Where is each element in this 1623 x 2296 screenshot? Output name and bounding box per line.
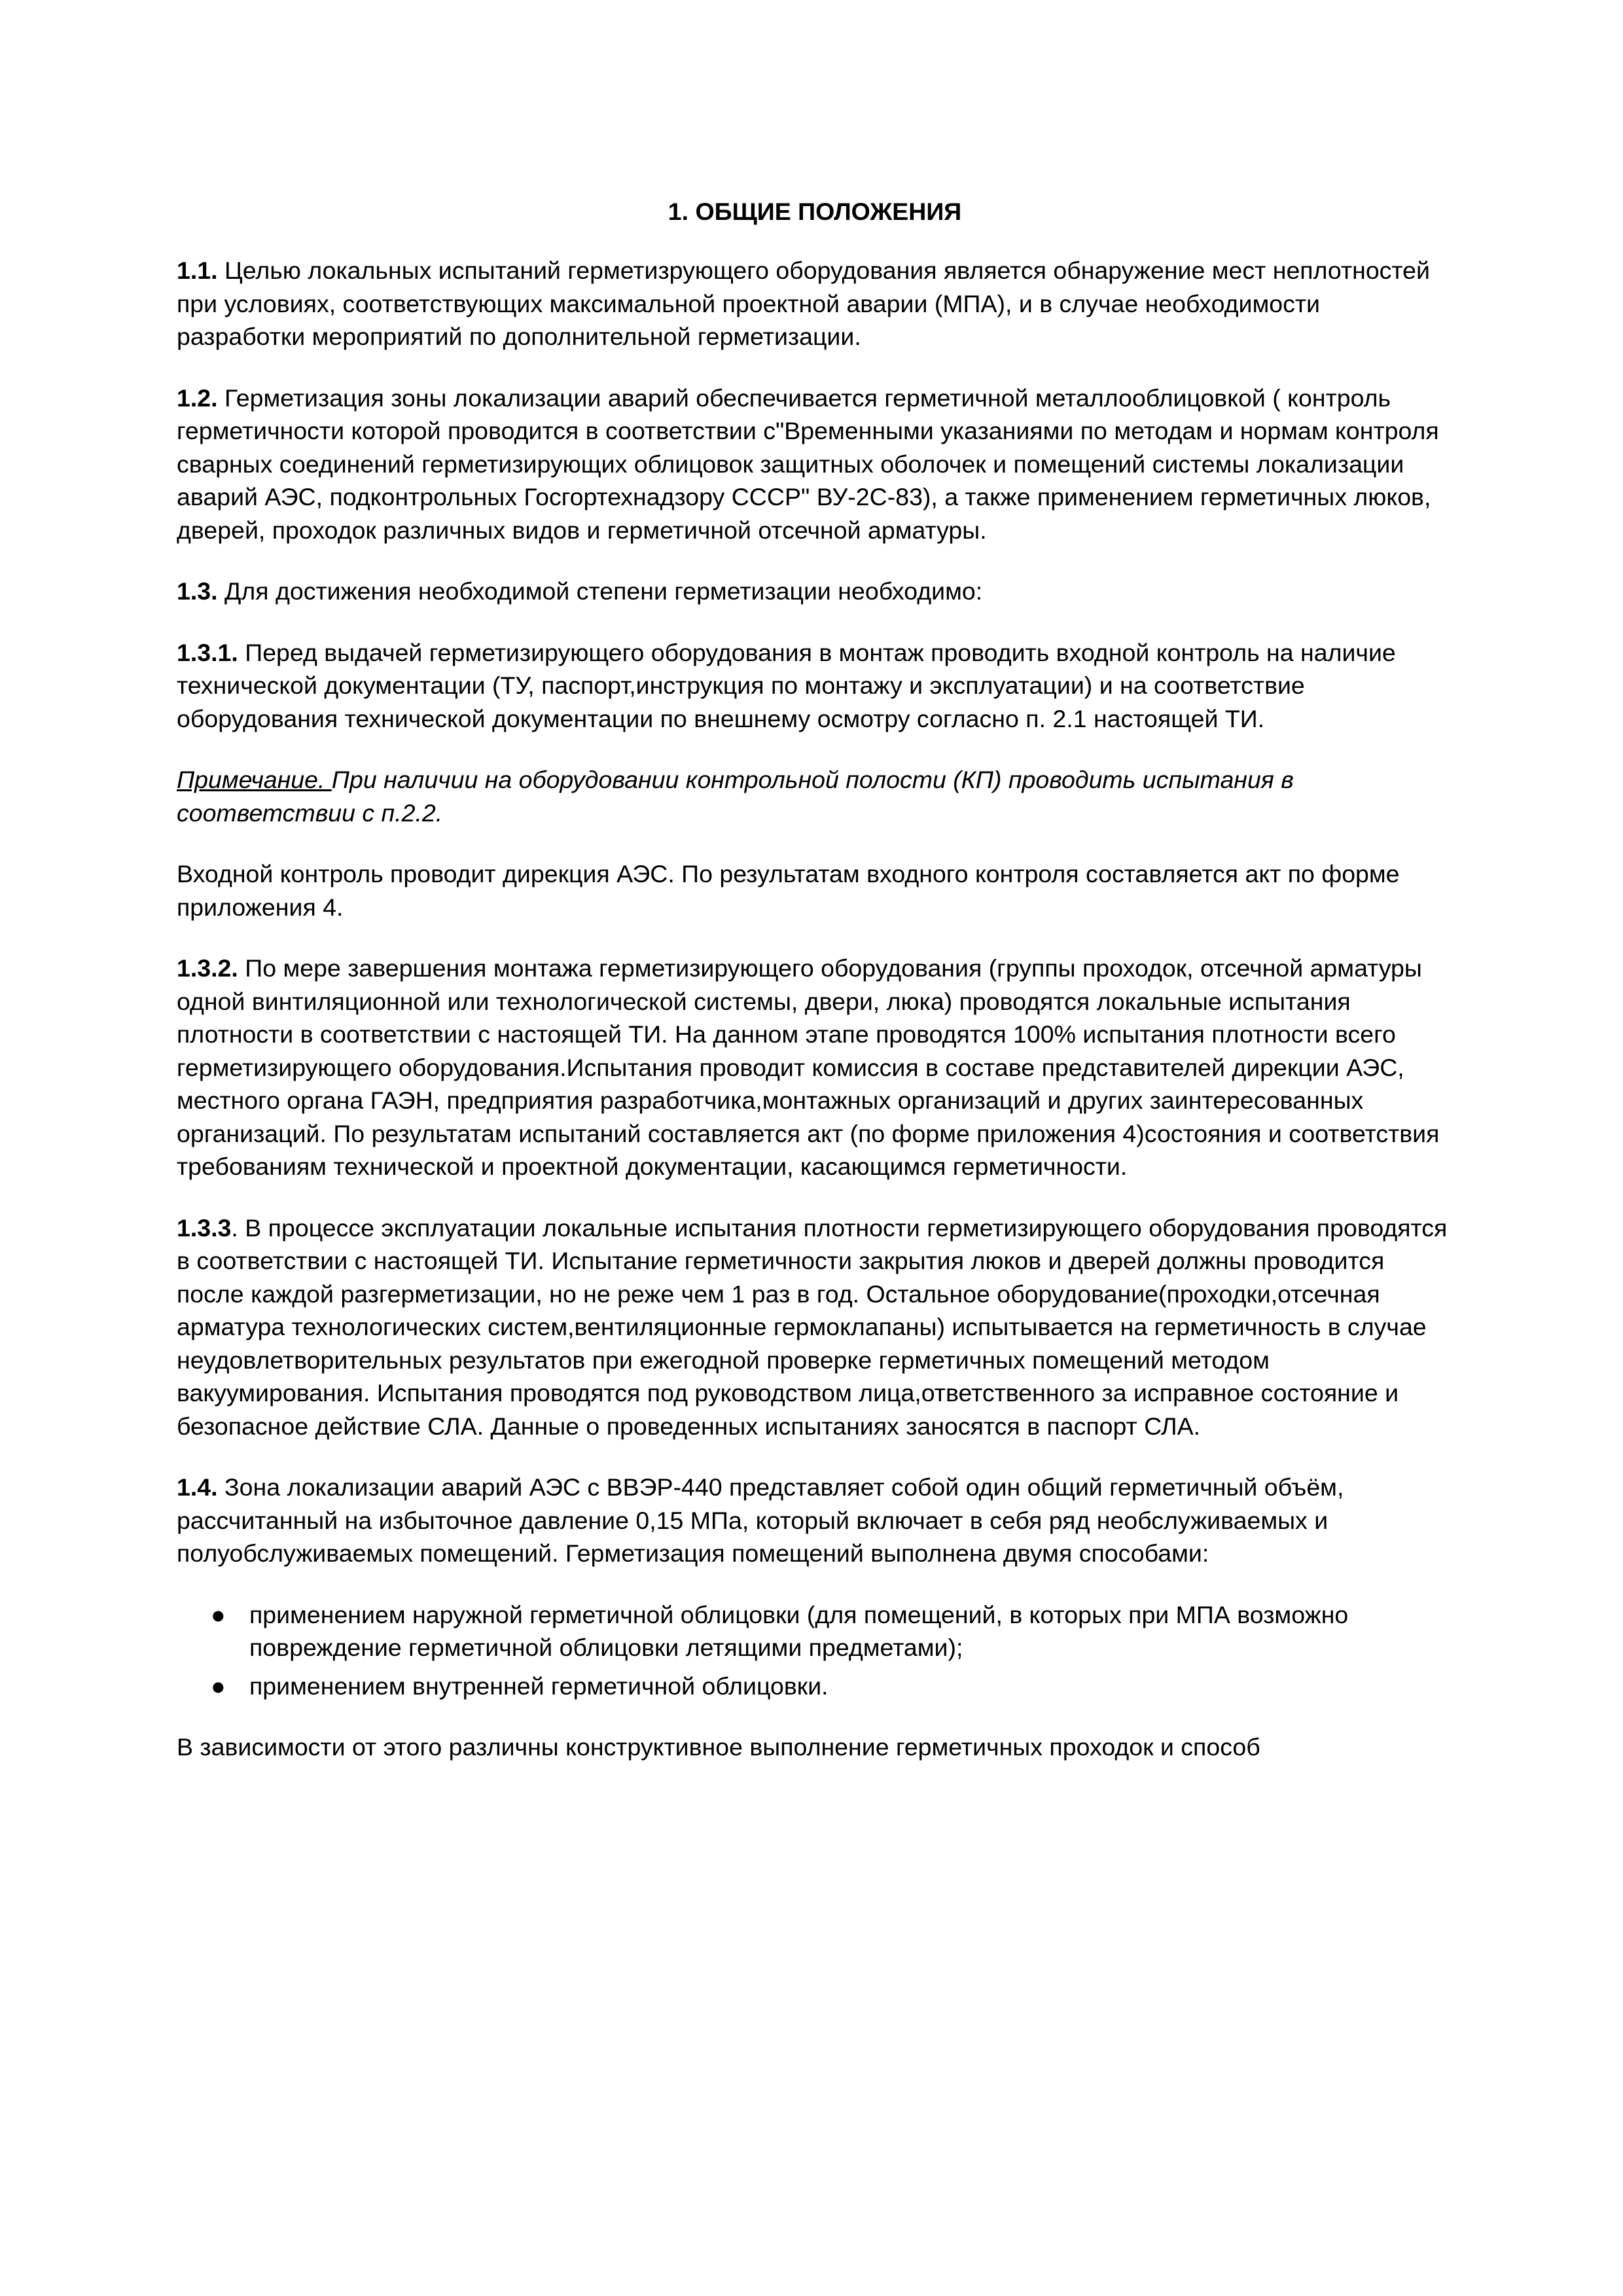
clause-text: Зона локализации аварий АЭС с ВВЭР-440 представляет собой один общий герметичный объём, рассчитанный на избыточное давление 0,15 МПа, который включает в себя ряд необслуживаемых и полуобслуживаемых помещений. Герметизация помещений выполнена двумя способами:	[177, 1473, 1344, 1567]
note-label: Примечание.	[177, 766, 332, 793]
paragraph-1-4	[177, 1471, 1453, 1570]
clause-text: Для достижения необходимой степени герметизации необходимо:	[217, 577, 983, 605]
paragraph-1-3	[177, 575, 1453, 608]
note-paragraph	[177, 763, 1453, 829]
input-control-paragraph: Входной контроль проводит дирекция АЭС. По результатам входного контроля составляется акт по форме приложения 4.	[177, 860, 1400, 921]
clause-text: По мере завершения монтажа герметизирующего оборудования (группы проходок, отсечной арматуры одной винтиляционной или технологической системы, двери, люка) проводятся локальные испытания плотности в соответствии с настоящей ТИ. На данном этапе проводятся 100% испытания плотности всего герметизирующего оборудования.Испытания проводит комиссия в составе представителей дирекции АЭС, местного органа ГАЭН, предприятия разработчика,монтажных организаций и других заинтересованных организаций. По результатам испытаний составляется акт (по форме приложения 4)состояния и соответствия требованиям технической и проектной документации, касающимся герметичности.	[177, 954, 1440, 1180]
clause-number: 1.3.1.	[177, 638, 238, 666]
bullet-icon: ●	[211, 1600, 226, 1628]
paragraph-1-3-3	[177, 1211, 1453, 1443]
paragraph-1-2	[177, 382, 1453, 547]
paragraph-1-1	[177, 254, 1453, 353]
clause-number: 1.3.2.	[177, 954, 238, 982]
paragraph-1-3-2	[177, 952, 1453, 1183]
clause-number: 1.3.3	[177, 1213, 232, 1242]
clause-number: 1.2.	[177, 384, 218, 412]
clause-number: 1.1.	[177, 257, 218, 284]
list-item-text: применением внутренней герметичной облицовки.	[249, 1672, 829, 1700]
bullet-list	[177, 1598, 1453, 1703]
list-item	[177, 1670, 1453, 1703]
last-paragraph: В зависимости от этого различны конструктивное выполнение герметичных проходок и способ	[177, 1733, 1260, 1761]
document-body	[177, 195, 1453, 1792]
section-title: 1. ОБЩИЕ ПОЛОЖЕНИЯ	[668, 198, 962, 225]
clause-text: Перед выдачей герметизирующего оборудования в монтаж проводить входной контроль на наличие технической документации (ТУ, паспорт,инструкция по монтажу и эксплуатации) и на соответствие оборудования технической документации по внешнему осмотру согласно п. 2.1 настоящей ТИ.	[177, 638, 1396, 732]
clause-text: . В процессе эксплуатации локальные испытания плотности герметизирующего оборудования проводятся в соответствии с настоящей ТИ. Испытание герметичности закрытия люков и дверей должны проводится после каждой разгерметизации, но не реже чем 1 раз в год. Остальное оборудование(проходки,отсечная арматура технологических систем,вентиляционные гермоклапаны) испытывается на герметичность в случае неудовлетворительных результатов при ежегодной проверке герметичных помещений методом вакуумирования. Испытания проводятся под руководством лица,ответственного за исправное состояние и безопасное действие СЛА. Данные о проведенных испытаниях заносятся в паспорт СЛА.	[177, 1213, 1448, 1440]
clause-text: Герметизация зоны локализации аварий обеспечивается герметичной металлооблицовкой ( контроль герметичности которой проводится в соответствии с"Временными указаниями по методам и нормам контроля сварных соединений герметизирующих облицовок защитных оболочек и помещений системы локализации аварий АЭС, подконтрольных Госгортехнадзору СССР" ВУ-2С-83), а также применением герметичных люков, дверей, проходок различных видов и герметичной отсечной арматуры.	[177, 384, 1439, 544]
clause-number: 1.4.	[177, 1473, 218, 1501]
paragraph-1-3-1	[177, 636, 1453, 736]
bullet-icon: ●	[211, 1672, 226, 1700]
note-text: При наличии на оборудовании контрольной полости (КП) проводить испытания в соответствии с п.2.2.	[177, 766, 1294, 827]
clause-number: 1.3.	[177, 577, 218, 605]
clause-text: Целью локальных испытаний герметизрующего оборудования является обнаружение мест неплотностей при условиях, соответствующих максимальной проектной аварии (МПА), и в случае необходимости разработки мероприятий по дополнительной герметизации.	[177, 257, 1430, 350]
list-item-text: применением наружной герметичной облицовки (для помещений, в которых при МПА возможно повреждение герметичной облицовки летящими предметами);	[249, 1600, 1349, 1661]
list-item	[177, 1598, 1453, 1664]
